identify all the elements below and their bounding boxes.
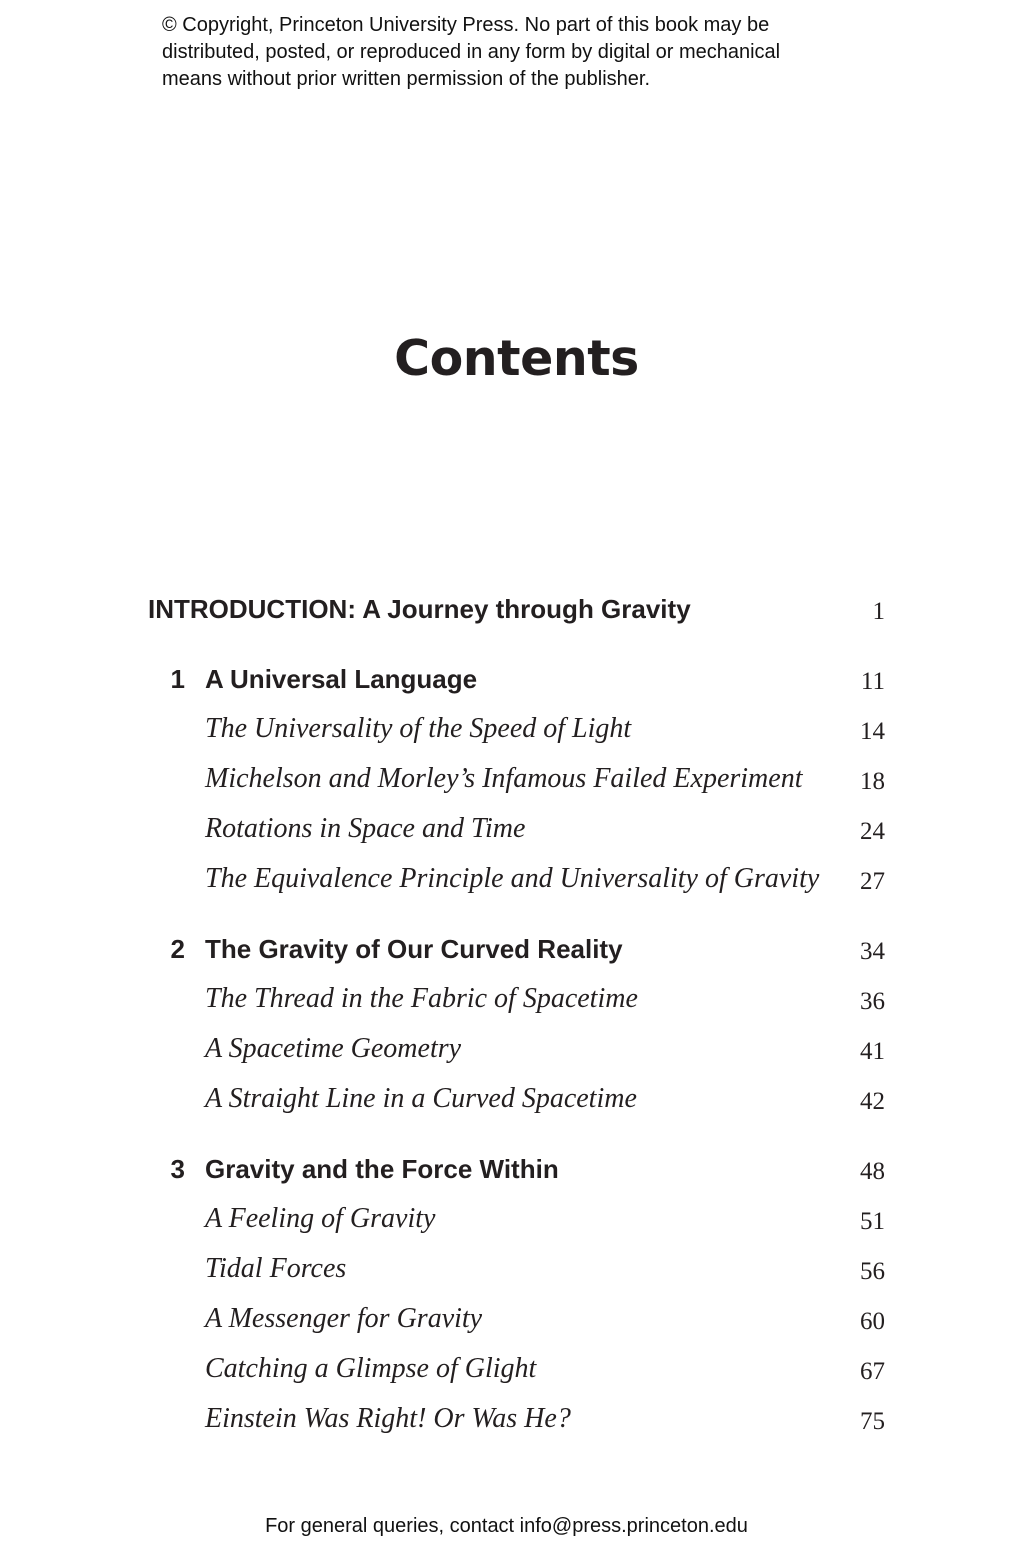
section-title: Catching a Glimpse of Glight bbox=[205, 1353, 537, 1384]
section-title: A Spacetime Geometry bbox=[205, 1033, 462, 1064]
section-title: A Feeling of Gravity bbox=[205, 1203, 436, 1234]
toc-introduction-title: INTRODUCTION: A Journey through Gravity bbox=[148, 594, 691, 624]
section-title: The Thread in the Fabric of Spacetime bbox=[205, 983, 638, 1014]
section-page: 36 bbox=[860, 988, 885, 1015]
section-title: Michelson and Morley’s Infamous Failed Experiment bbox=[205, 763, 803, 794]
chapter-number: 3 bbox=[170, 1154, 185, 1184]
chapter-page: 48 bbox=[860, 1158, 885, 1185]
section-page: 18 bbox=[860, 768, 885, 795]
page-title: Contents bbox=[394, 330, 639, 387]
section-page: 42 bbox=[860, 1088, 885, 1115]
section-page: 14 bbox=[860, 718, 885, 745]
toc-introduction-page: 1 bbox=[872, 598, 885, 625]
section-title: Rotations in Space and Time bbox=[205, 813, 526, 844]
section-page: 60 bbox=[860, 1308, 885, 1335]
section-title: Tidal Forces bbox=[205, 1253, 347, 1284]
copyright-line: means without prior written permission of the publisher. bbox=[162, 68, 651, 90]
chapter-page: 34 bbox=[860, 938, 885, 965]
section-title: Einstein Was Right! Or Was He? bbox=[205, 1403, 571, 1434]
section-page: 24 bbox=[860, 818, 885, 845]
section-title: The Equivalence Principle and Universality of Gravity bbox=[205, 863, 820, 894]
section-page: 67 bbox=[860, 1358, 885, 1385]
section-page: 27 bbox=[860, 868, 885, 895]
section-page: 75 bbox=[860, 1408, 885, 1435]
section-title: A Straight Line in a Curved Spacetime bbox=[205, 1083, 637, 1114]
section-page: 41 bbox=[860, 1038, 885, 1065]
copyright-notice bbox=[162, 12, 882, 93]
chapter-number: 1 bbox=[170, 664, 185, 694]
chapter-title: Gravity and the Force Within bbox=[205, 1154, 559, 1184]
section-title: A Messenger for Gravity bbox=[205, 1303, 483, 1334]
section-title: The Universality of the Speed of Light bbox=[205, 713, 632, 744]
chapter-title: A Universal Language bbox=[205, 664, 478, 694]
footer-contact: For general queries, contact info@press.princeton.edu bbox=[265, 1515, 748, 1537]
copyright-line: © Copyright, Princeton University Press. No part of this book may be bbox=[162, 14, 770, 36]
chapter-page: 11 bbox=[860, 668, 885, 695]
copyright-line: distributed, posted, or reproduced in any form by digital or mechanical bbox=[162, 41, 781, 63]
section-page: 51 bbox=[860, 1208, 885, 1235]
chapter-title: The Gravity of Our Curved Reality bbox=[205, 934, 623, 964]
section-page: 56 bbox=[860, 1258, 885, 1285]
chapter-number: 2 bbox=[170, 934, 185, 964]
